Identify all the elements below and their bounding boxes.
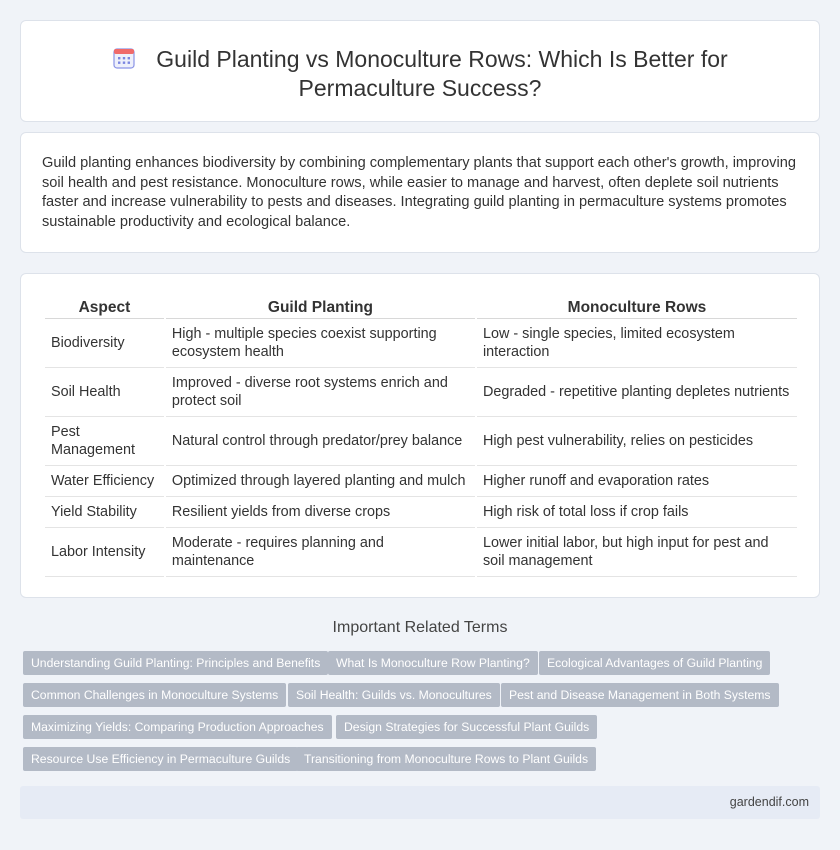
table-row <box>45 368 797 417</box>
related-term-link[interactable]: Common Challenges in Monoculture Systems <box>23 683 286 707</box>
monoculture-cell: Low - single species, limited ecosystem interaction <box>477 319 797 368</box>
footer-bar <box>20 786 820 819</box>
aspect-cell: Biodiversity <box>45 319 164 368</box>
related-term-link[interactable]: Soil Health: Guilds vs. Monocultures <box>288 683 500 707</box>
guild-cell: Optimized through layered planting and mulch <box>166 466 475 497</box>
table-row <box>45 417 797 466</box>
related-term-link[interactable]: Pest and Disease Management in Both Systems <box>501 683 779 707</box>
aspect-cell: Yield Stability <box>45 497 164 528</box>
comparison-table <box>43 296 799 577</box>
column-header-monoculture: Monoculture Rows <box>477 296 797 319</box>
aspect-cell: Pest Management <box>45 417 164 466</box>
aspect-cell: Labor Intensity <box>45 528 164 577</box>
table-row <box>45 528 797 577</box>
monoculture-cell: High pest vulnerability, relies on pesticides <box>477 417 797 466</box>
aspect-cell: Soil Health <box>45 368 164 417</box>
column-header-guild: Guild Planting <box>166 296 475 319</box>
aspect-cell: Water Efficiency <box>45 466 164 497</box>
footer-site-name[interactable]: gardendif.com <box>729 795 809 809</box>
table-row <box>45 497 797 528</box>
related-term-link[interactable]: What Is Monoculture Row Planting? <box>328 651 538 675</box>
related-term-link[interactable]: Transitioning from Monoculture Rows to Plant Guilds <box>296 747 596 771</box>
monoculture-cell: Lower initial labor, but high input for pest and soil management <box>477 528 797 577</box>
guild-cell: Natural control through predator/prey balance <box>166 417 475 466</box>
related-term-link[interactable]: Ecological Advantages of Guild Planting <box>539 651 770 675</box>
page-title: Guild Planting vs Monoculture Rows: Which Is Better for Permaculture Success? <box>156 46 728 101</box>
monoculture-cell: High risk of total loss if crop fails <box>477 497 797 528</box>
monoculture-cell: Degraded - repetitive planting depletes nutrients <box>477 368 797 417</box>
calendar-icon <box>112 46 136 70</box>
intro-paragraph: Guild planting enhances biodiversity by combining complementary plants that support each other's growth, improving soil health and pest resistance. Monoculture rows, while easier to manage and harvest, often deplete soil nutrients faster and increase vulnerability to pests and diseases. Integrating guild planting in permaculture systems promotes sustainable productivity and ecological balance. <box>42 155 796 230</box>
related-terms-heading: Important Related Terms <box>332 619 508 636</box>
guild-cell: Resilient yields from diverse crops <box>166 497 475 528</box>
comparison-card <box>20 273 820 598</box>
monoculture-cell: Higher runoff and evaporation rates <box>477 466 797 497</box>
guild-cell: Moderate - requires planning and maintenance <box>166 528 475 577</box>
title-card <box>20 20 820 122</box>
intro-card <box>20 132 820 253</box>
page-title-wrap <box>21 45 819 103</box>
guild-cell: Improved - diverse root systems enrich and protect soil <box>166 368 475 417</box>
column-header-aspect: Aspect <box>45 296 164 319</box>
related-term-link[interactable]: Maximizing Yields: Comparing Production Approaches <box>23 715 332 739</box>
related-term-link[interactable]: Design Strategies for Successful Plant Guilds <box>336 715 597 739</box>
table-row <box>45 466 797 497</box>
related-term-link[interactable]: Resource Use Efficiency in Permaculture Guilds <box>23 747 298 771</box>
guild-cell: High - multiple species coexist supporting ecosystem health <box>166 319 475 368</box>
table-header-row <box>45 296 797 319</box>
table-row <box>45 319 797 368</box>
related-term-link[interactable]: Understanding Guild Planting: Principles and Benefits <box>23 651 328 675</box>
